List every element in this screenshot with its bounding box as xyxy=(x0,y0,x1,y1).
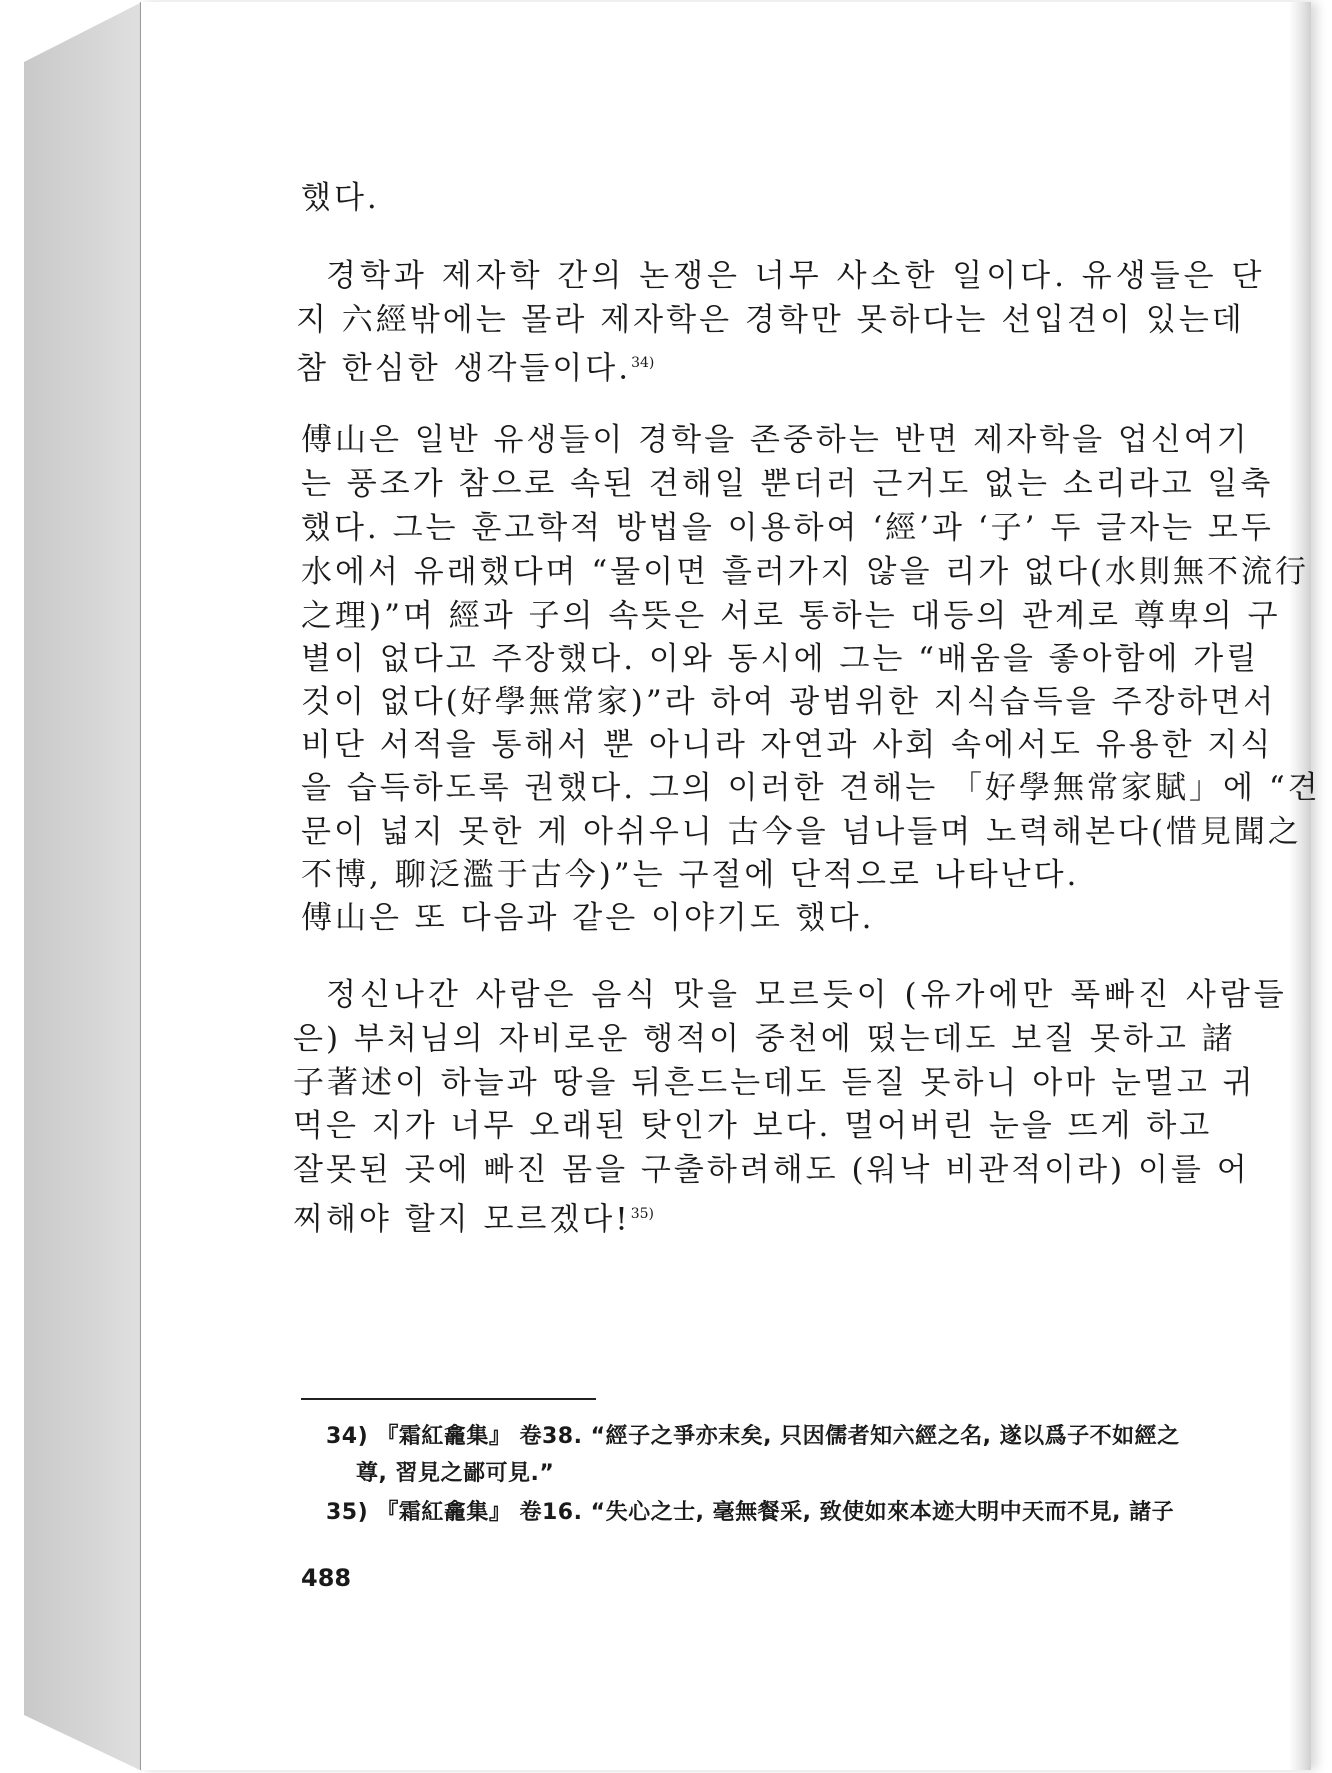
quote-line: 경학과 제자학 간의 논쟁은 너무 사소한 일이다. 유생들은 단 xyxy=(326,258,1266,294)
text-line: 비단 서적을 통해서 뿐 아니라 자연과 사회 속에서도 유용한 지식 xyxy=(301,727,1274,763)
text-line: 不博, 聊泛濫于古今)”는 구절에 단적으로 나타난다. xyxy=(301,857,1080,893)
text-line: 했다. xyxy=(301,180,380,216)
book-page xyxy=(140,2,1321,1770)
text-line: 했다. 그는 훈고학적 방법을 이용하여 ‘經’과 ‘子’ 두 글자는 모두 xyxy=(301,510,1274,546)
quote-line: 지 六經밖에는 몰라 제자학은 경학만 못하다는 선입견이 있는데 xyxy=(296,302,1245,338)
text-line: 것이 없다(好學無常家)”라 하여 광범위한 지식습득을 주장하면서 xyxy=(301,684,1277,720)
text-line: 水에서 유래했다며 “물이면 흘러가지 않을 리가 없다(水則無不流行 xyxy=(301,554,1309,590)
text-line: 傅山은 또 다음과 같은 이야기도 했다. xyxy=(301,900,875,936)
quote-line: 은) 부처님의 자비로운 행적이 중천에 떴는데도 보질 못하고 諸 xyxy=(293,1021,1236,1057)
quote-line: 잘못된 곳에 빠진 몸을 구출하려해도 (워낙 비관적이라) 이를 어 xyxy=(293,1152,1250,1188)
footnote-ref-35: 35) xyxy=(630,1206,654,1222)
book-spine-edge xyxy=(24,0,142,1773)
quote-line: 찌해야 할지 모르겠다!$^{35)}$ xyxy=(293,1201,654,1238)
text-line: 별이 없다고 주장했다. 이와 동시에 그는 “배움을 좋아함에 가릴 xyxy=(301,641,1260,677)
quote-line: 정신나간 사람은 음식 맛을 모르듯이 (유가에만 푹빠진 사람들 xyxy=(326,977,1288,1013)
text-line: 之理)”며 經과 子의 속뜻은 서로 통하는 대등의 관계로 尊卑의 구 xyxy=(301,598,1281,634)
footnote-divider xyxy=(301,1398,596,1400)
footnote-35: 35) 『霜紅龕集』 卷16. “失心之士, 毫無餐采, 致使如來本迹大明中天而不見, 諸子 xyxy=(326,1500,1175,1525)
text-line: 는 풍조가 참으로 속된 견해일 뿐더러 근거도 없는 소리라고 일축 xyxy=(301,466,1274,502)
text-line: 문이 넓지 못한 게 아쉬우니 古今을 넘나들며 노력해본다(惜見聞之 xyxy=(301,814,1302,850)
quote-line: 子著述이 하늘과 땅을 뒤흔드는데도 듣질 못하니 아마 눈멀고 귀 xyxy=(293,1065,1256,1101)
quote-line: 참 한심한 생각들이다.$^{34)}$ xyxy=(296,350,655,387)
quote-line: 먹은 지가 너무 오래된 탓인가 보다. 멀어버린 눈을 뜨게 하고 xyxy=(293,1108,1213,1144)
page-number: 488 xyxy=(301,1564,352,1592)
text-line: 을 습득하도록 권했다. 그의 이러한 견해는 「好學無常家賦」에 “견 xyxy=(301,770,1321,806)
page-text xyxy=(141,2,1321,1770)
footnote-34: 34) 『霜紅龕集』 卷38. “經子之爭亦末矣, 只因儒者知六經之名, 遂以爲子不如經之 xyxy=(326,1424,1180,1449)
footnote-ref-34: 34) xyxy=(631,355,655,371)
footnote-34-cont: 尊, 習見之鄙可見.” xyxy=(356,1461,555,1486)
text-line: 傅山은 일반 유생들이 경학을 존중하는 반면 제자학을 업신여기 xyxy=(301,422,1250,458)
